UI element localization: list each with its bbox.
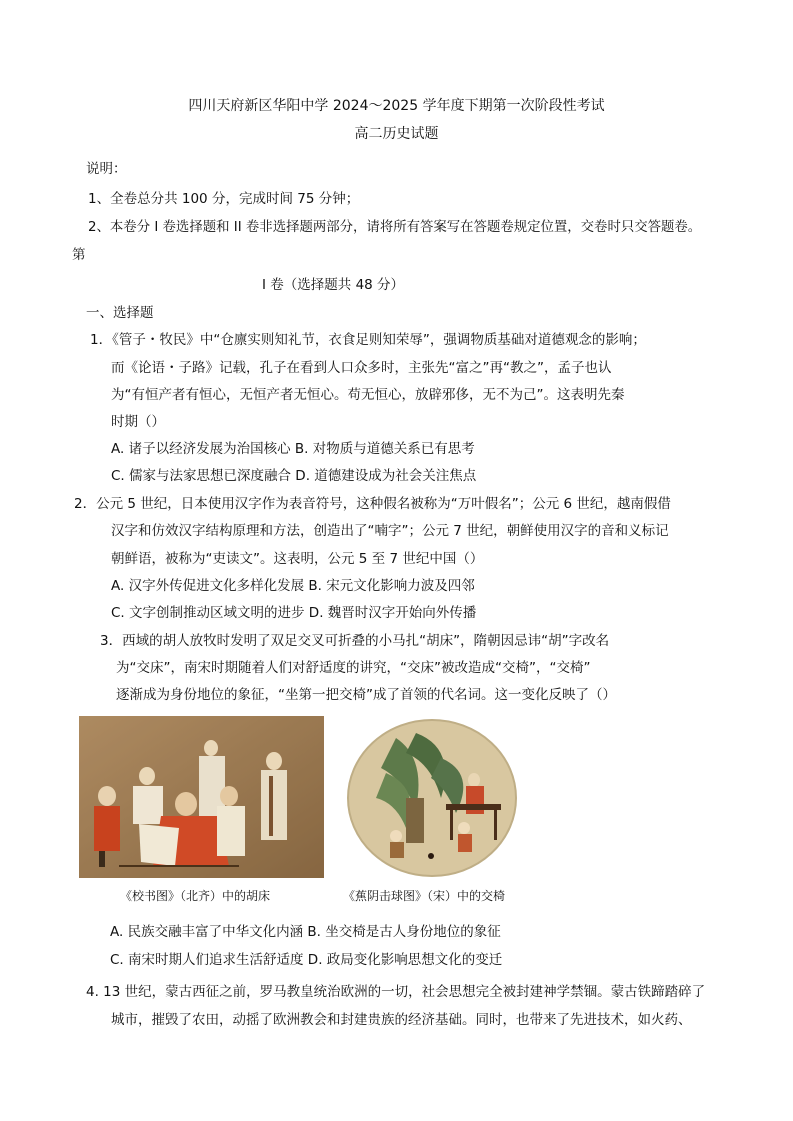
q4-line-1: 4. 13 世纪，蒙古西征之前，罗马教皇统治欧洲的一切，社会思想完全被封建神学禁锢。蒙古铁蹄踏碎了 — [86, 984, 706, 1000]
q4-line-2: 城市，摧毁了农田，动摇了欧洲教会和封建贵族的经济基础。同时，也带来了先进技术，如火药、 — [111, 1012, 692, 1028]
painting-jiaoyin-jiqiu-tu — [346, 718, 518, 878]
q3-options-ab: A. 民族交融丰富了中华文化内涵 B. 坐交椅是古人身份地位的象征 — [110, 924, 501, 940]
q2-line-3: 朝鲜语，被称为“吏读文”。这表明，公元 5 至 7 世纪中国（） — [111, 551, 484, 567]
q1-line-4: 时期（） — [111, 414, 165, 430]
exam-subtitle: 高二历史试题 — [354, 126, 439, 142]
q1-options-ab: A. 诸子以经济发展为治国核心 B. 对物质与道德关系已有思考 — [111, 441, 475, 457]
q2-line-2: 汉字和仿效汉字结构原理和方法，创造出了“喃字”；公元 7 世纪，朝鲜使用汉字的音和义标记 — [111, 523, 669, 539]
q2-line-1: 2．公元 5 世纪，日本使用汉字作为表音符号，这种假名被称为“万叶假名”；公元 6 世纪，越南假借 — [74, 496, 671, 512]
part-title: 一、选择题 — [86, 305, 154, 321]
q1-options-cd: C. 儒家与法家思想已深度融合 D. 道德建设成为社会关注焦点 — [111, 468, 477, 484]
section-title: I 卷（选择题共 48 分） — [262, 277, 405, 293]
q3-options-cd: C. 南宋时期人们追求生活舒适度 D. 政局变化影响思想文化的变迁 — [110, 952, 503, 968]
q1-line-3: 为“有恒产者有恒心，无恒产者无恒心。苟无恒心，放辟邪侈，无不为己”。这表明先秦 — [111, 387, 625, 403]
painting-jiaoshu-tu — [79, 716, 324, 878]
q1-line-2: 而《论语・子路》记载，孔子在看到人口众多时，主张先“富之”再“教之”，孟子也认 — [111, 360, 612, 376]
q3-line-1: 3．西域的胡人放牧时发明了双足交叉可折叠的小马扎“胡床”，隋朝因忌讳“胡”字改名 — [100, 633, 610, 649]
instruction-1: 1、全卷总分共 100 分，完成时间 75 分钟； — [88, 191, 360, 207]
q3-line-3: 逐渐成为身份地位的象征，“坐第一把交椅”成了首领的代名词。这一变化反映了（） — [116, 687, 616, 703]
q3-line-2: 为“交床”，南宋时期随着人们对舒适度的讲究，“交床”被改造成“交椅”，“交椅” — [116, 660, 591, 676]
q1-line-1: 1．《管子・牧民》中“仓廪实则知礼节，衣食足则知荣辱”，强调物质基础对道德观念的影响； — [90, 332, 646, 348]
q2-options-cd: C. 文字创制推动区域文明的进步 D. 魏晋时汉字开始向外传播 — [111, 605, 477, 621]
caption-right: 《蕉阴击球图》（宋）中的交椅 — [343, 889, 506, 903]
instruction-2-tail: 第 — [72, 247, 86, 263]
caption-left: 《校书图》（北齐）中的胡床 — [120, 889, 271, 903]
exam-title: 四川天府新区华阳中学 2024～2025 学年度下期第一次阶段性考试 — [188, 98, 605, 114]
instruction-2: 2、本卷分 I 卷选择题和 II 卷非选择题两部分，请将所有答案写在答题卷规定位置，交卷时只交答题卷。 — [88, 220, 702, 235]
instructions-heading: 说明： — [86, 161, 127, 177]
q2-options-ab: A. 汉字外传促进文化多样化发展 B. 宋元文化影响力波及四邻 — [111, 578, 475, 594]
